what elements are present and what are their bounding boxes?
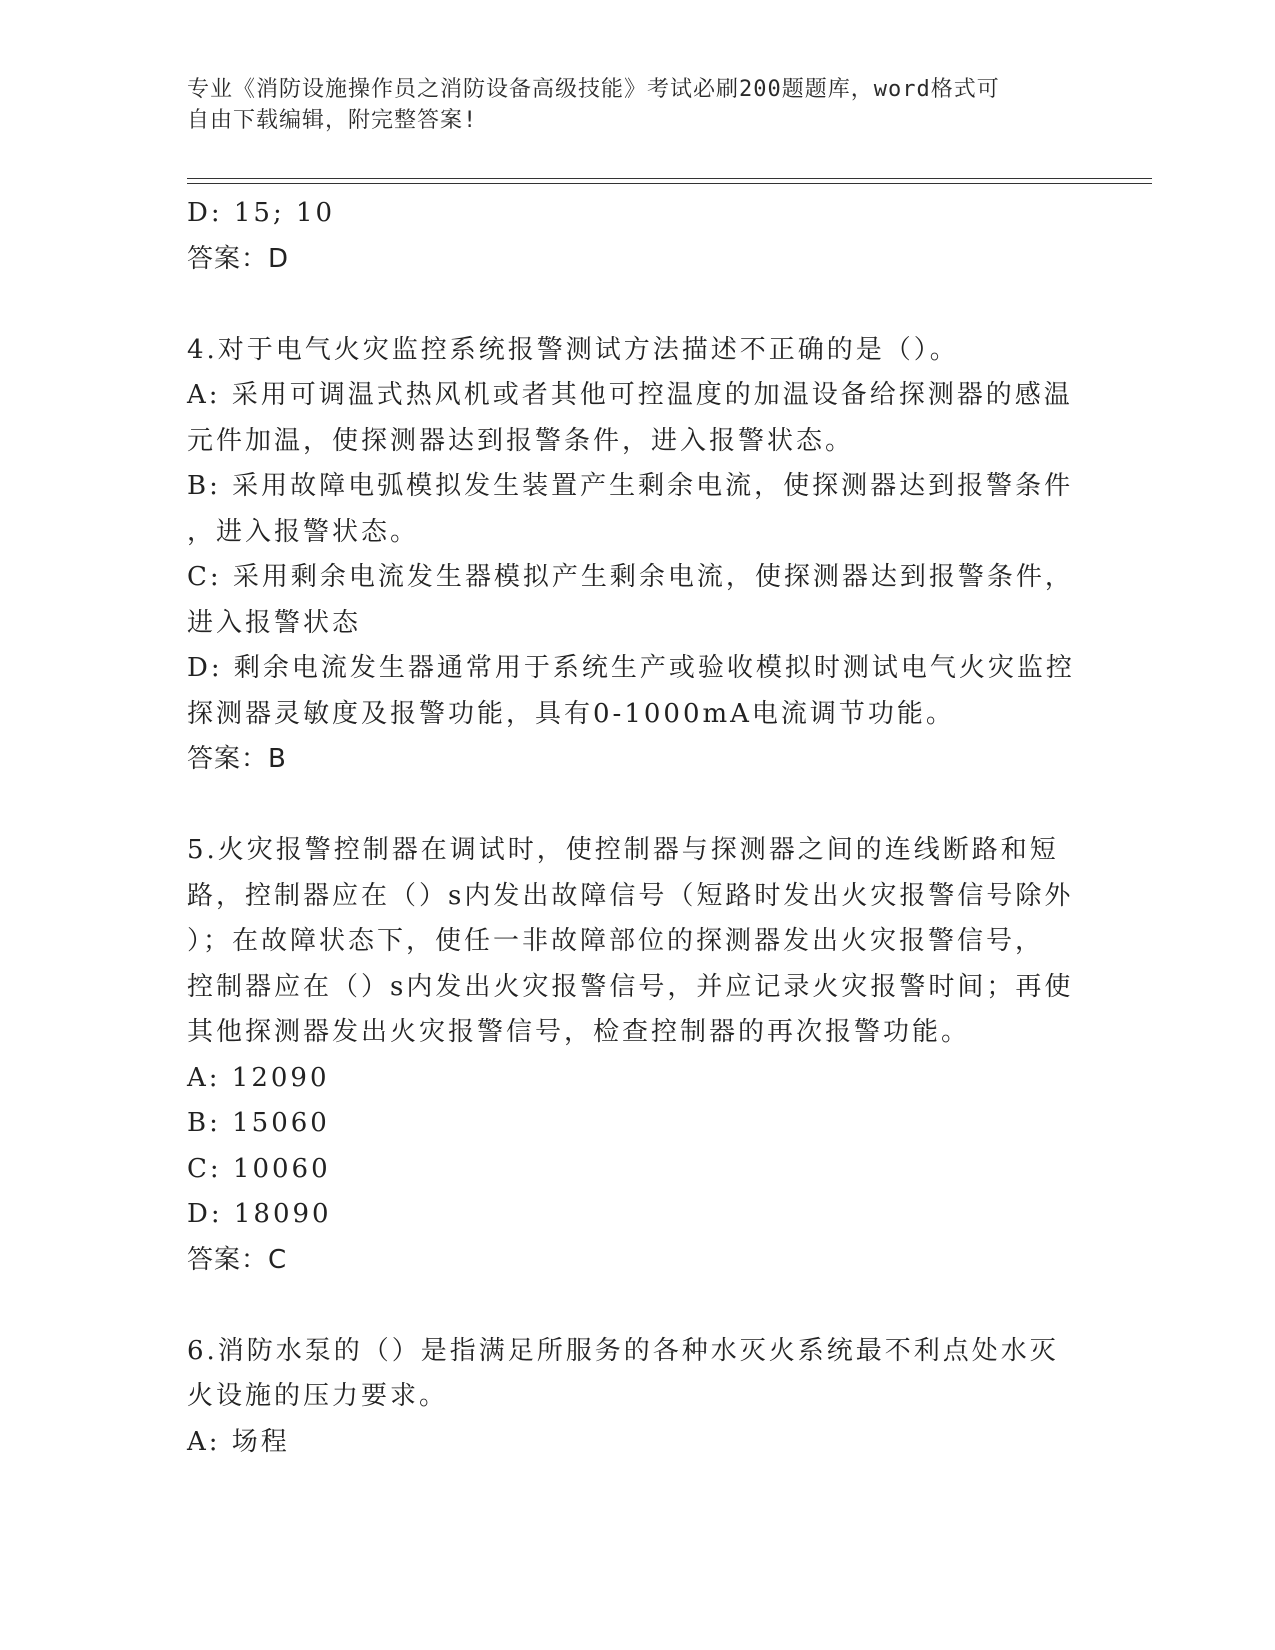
q6-stem-line-1: 6.消防水泵的（）是指满足所服务的各种水灭火系统最不利点处水灭: [187, 1335, 1059, 1366]
q3-option-d: D: 15; 10: [187, 198, 336, 228]
q4-option-b-line-2: ，进入报警状态。: [187, 516, 420, 547]
spacer: [187, 282, 1087, 328]
q5-option-c: C: 10060: [187, 1153, 331, 1184]
spacer: [187, 1283, 1087, 1329]
q5-option-a: A: 12090: [187, 1062, 330, 1093]
q6-option-a: A: 场程: [187, 1426, 290, 1457]
q5-option-b: B: 15060: [187, 1108, 330, 1138]
document-header: [187, 74, 1067, 136]
q5-stem-line-5: 其他探测器发出火灾报警信号，检查控制器的再次报警功能。: [187, 1017, 971, 1047]
question-content: [187, 191, 1087, 1465]
q3-answer: 答案：D: [187, 243, 290, 274]
header-divider-top: [187, 178, 1152, 179]
q5-answer: 答案：C: [187, 1244, 288, 1275]
q4-stem-line-1: 4.对于电气火灾监控系统报警测试方法描述不正确的是（）。: [187, 334, 959, 365]
q4-option-b-line-1: B: 采用故障电弧模拟发生装置产生剩余电流，使探测器达到报警条件: [187, 471, 1074, 501]
q4-option-a-line-1: A: 采用可调温式热风机或者其他可控温度的加温设备给探测器的感温: [187, 380, 1073, 410]
q5-stem-line-1: 5.火灾报警控制器在调试时，使控制器与探测器之间的连线断路和短: [187, 835, 1059, 865]
spacer: [187, 783, 1087, 829]
q4-option-d-line-1: D: 剩余电流发生器通常用于系统生产或验收模拟时测试电气火灾监控: [187, 653, 1075, 683]
q5-stem-line-3: ）；在故障状态下，使任一非故障部位的探测器发出火灾报警信号，: [187, 926, 1045, 956]
header-divider-bottom: [187, 183, 1152, 184]
q4-option-c-line-2: 进入报警状态: [187, 607, 362, 638]
header-line-2: 自由下载编辑，附完整答案!: [187, 108, 478, 133]
q6-stem-line-2: 火设施的压力要求。: [187, 1381, 449, 1411]
q5-stem-line-2: 路，控制器应在（）s内发出故障信号（短路时发出火灾报警信号除外: [187, 880, 1074, 911]
q4-option-d-line-2: 探测器灵敏度及报警功能，具有0-1000mA电流调节功能。: [187, 698, 955, 729]
q4-option-a-line-2: 元件加温，使探测器达到报警条件，进入报警状态。: [187, 425, 855, 456]
header-line-1: 专业《消防设施操作员之消防设备高级技能》考试必刷200题题库，word格式可: [187, 77, 1000, 102]
q4-option-c-line-1: C: 采用剩余电流发生器模拟产生剩余电流，使探测器达到报警条件，: [187, 562, 1074, 592]
q5-option-d: D: 18090: [187, 1199, 332, 1229]
q5-stem-line-4: 控制器应在（）s内发出火灾报警信号，并应记录火灾报警时间；再使: [187, 971, 1074, 1002]
q4-answer: 答案：B: [187, 744, 287, 774]
